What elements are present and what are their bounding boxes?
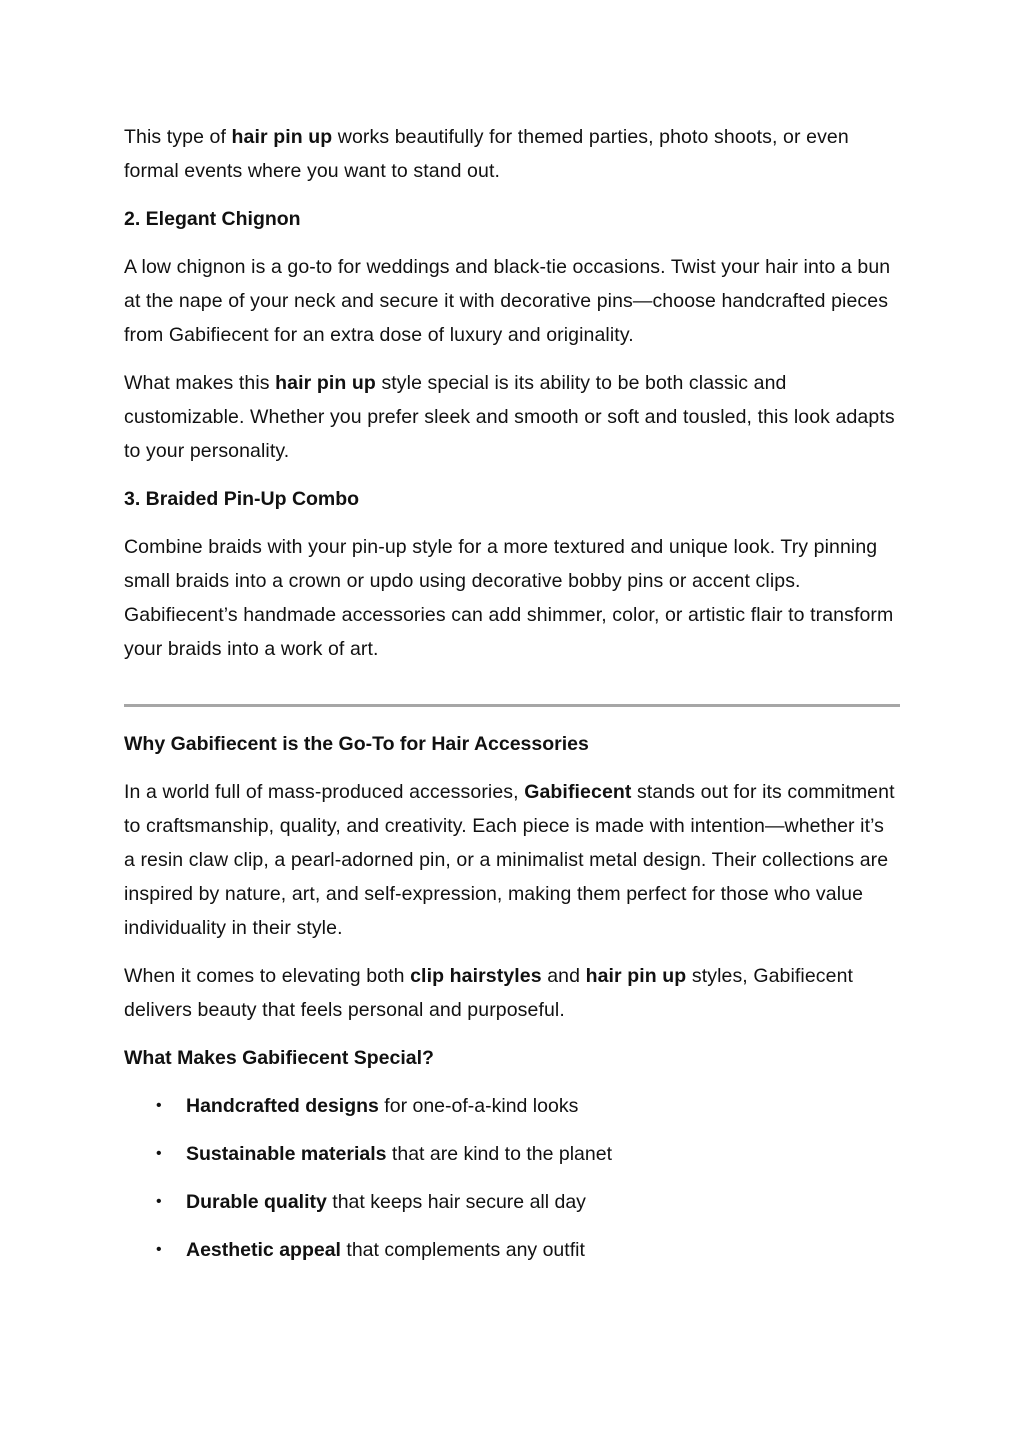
- heading-braided-pin-up: 3. Braided Pin-Up Combo: [124, 488, 360, 510]
- list-item: [124, 1137, 900, 1171]
- paragraph-chignon-intro: A low chignon is a go-to for weddings and black-tie occasions. Twist your hair into a bun at the nape of your neck and secure it with decorative pins—choose handcrafted pieces from Gabifiecent for an extra dose of luxury and originality.: [124, 256, 891, 346]
- bold-keyword: hair pin up: [585, 965, 687, 987]
- bold-keyword: hair pin up: [231, 126, 333, 148]
- text-span: In a world full of mass-produced accessories,: [124, 781, 525, 803]
- document-page: [124, 120, 900, 1281]
- bold-keyword: hair pin up: [275, 372, 376, 394]
- paragraph-chignon-special: [124, 366, 900, 468]
- paragraph-elevating-styles: [124, 959, 900, 1027]
- list-item-text: that keeps hair secure all day: [326, 1191, 586, 1213]
- bold-keyword: Gabifiecent: [524, 781, 632, 803]
- list-item-text: that are kind to the planet: [386, 1143, 613, 1165]
- text-span: stands out for its commitment to craftsmanship, quality, and creativity. Each piece is made with intention—whether it’s a resin claw clip, a pearl-adorned pin, or a minimalist metal design. Their collections are inspired by nature, art, and self-expression, making them perfect for those who value individuality in their style.: [124, 781, 895, 939]
- paragraph-themed-events: [124, 120, 900, 188]
- paragraph-craftsmanship: [124, 775, 900, 945]
- list-item-text: for one-of-a-kind looks: [378, 1095, 579, 1117]
- bold-keyword: clip hairstyles: [410, 965, 542, 987]
- list-item: [124, 1089, 900, 1123]
- text-span: style special is its ability to be both classic and customizable. Whether you prefer sleek and smooth or soft and tousled, this look adapts to your personality.: [124, 372, 895, 462]
- list-item-bold: Aesthetic appeal: [186, 1239, 341, 1261]
- heading-why-gabifiecent: Why Gabifiecent is the Go-To for Hair Accessories: [124, 733, 589, 755]
- feature-list: [124, 1089, 900, 1267]
- text-span: works beautifully for themed parties, photo shoots, or even formal events where you want to stand out.: [124, 126, 849, 182]
- list-item-bold: Sustainable materials: [186, 1143, 387, 1165]
- text-span: This type of: [124, 126, 232, 148]
- bullet-icon: •: [156, 1145, 162, 1162]
- list-item: [124, 1233, 900, 1267]
- paragraph-braided-combo: Combine braids with your pin-up style for a more textured and unique look. Try pinning small braids into a crown or updo using decorative bobby pins or accent clips. Gabifiecent’s handmade accessories can add shimmer, color, or artistic flair to transform your braids into a work of art.: [124, 536, 894, 660]
- text-span: styles, Gabifiecent delivers beauty that feels personal and purposeful.: [124, 965, 854, 1021]
- text-span: When it comes to elevating both: [124, 965, 411, 987]
- heading-elegant-chignon: 2. Elegant Chignon: [124, 208, 301, 230]
- heading-what-makes-special: What Makes Gabifiecent Special?: [124, 1047, 434, 1069]
- list-item-bold: Durable quality: [186, 1191, 327, 1213]
- bullet-icon: •: [156, 1241, 162, 1258]
- text-span: What makes this: [124, 372, 276, 394]
- list-item-bold: Handcrafted designs: [186, 1095, 379, 1117]
- list-item-text: that complements any outfit: [340, 1239, 585, 1261]
- bullet-icon: •: [156, 1097, 162, 1114]
- bullet-icon: •: [156, 1193, 162, 1210]
- horizontal-divider: [124, 704, 900, 707]
- list-item: [124, 1185, 900, 1219]
- text-span: and: [541, 965, 586, 987]
